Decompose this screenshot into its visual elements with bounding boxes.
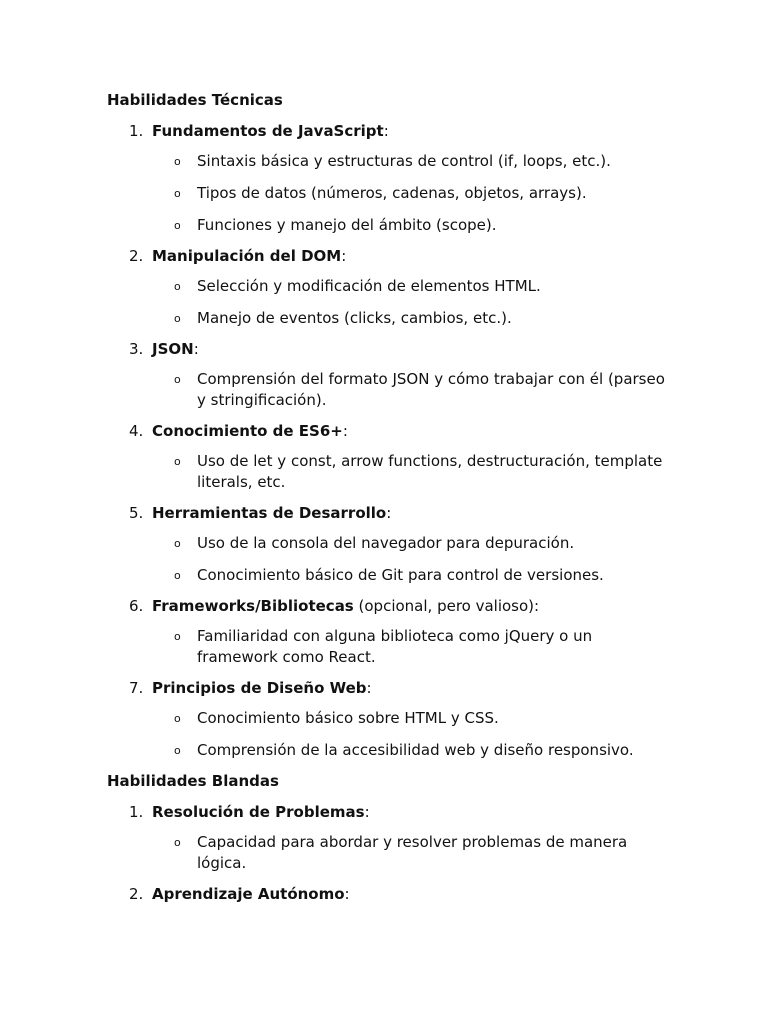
item-number: 4.	[129, 422, 144, 440]
list-item	[107, 245, 667, 329]
item-title: Frameworks/Bibliotecas	[152, 597, 354, 615]
sub-item-text: Tipos de datos (números, cadenas, objetos, arrays).	[197, 184, 587, 202]
item-number: 6.	[129, 597, 144, 615]
bullet-icon: o	[174, 155, 181, 168]
sub-item-text: Comprensión de la accesibilidad web y diseño responsivo.	[197, 741, 634, 759]
item-title: Fundamentos de JavaScript	[152, 122, 384, 140]
sub-list-item	[107, 151, 667, 172]
list-item	[107, 595, 667, 668]
sub-item-text: Conocimiento básico sobre HTML y CSS.	[197, 709, 499, 727]
sub-list-item	[107, 276, 667, 297]
sub-list-item	[107, 740, 667, 761]
item-title: Herramientas de Desarrollo	[152, 504, 387, 522]
sub-item-text: Sintaxis básica y estructuras de control (if, loops, etc.).	[197, 152, 611, 170]
sub-list-item	[107, 308, 667, 329]
item-title: Manipulación del DOM	[152, 247, 342, 265]
item-number: 3.	[129, 340, 144, 358]
item-number: 2.	[129, 885, 144, 903]
sub-list-item	[107, 533, 667, 554]
bullet-icon: o	[174, 630, 181, 643]
sub-list-item	[107, 832, 667, 874]
sub-list-item	[107, 369, 667, 411]
list-item	[107, 420, 667, 493]
item-title: Resolución de Problemas	[152, 803, 365, 821]
item-suffix: :	[193, 340, 199, 358]
item-number: 1.	[129, 803, 144, 821]
item-number: 2.	[129, 247, 144, 265]
sub-item-text: Familiaridad con alguna biblioteca como jQuery o un framework como React.	[197, 627, 593, 666]
sub-item-text: Selección y modificación de elementos HTML.	[197, 277, 541, 295]
section-title: Habilidades Técnicas	[107, 91, 283, 109]
item-number: 7.	[129, 679, 144, 697]
item-suffix: :	[366, 679, 372, 697]
section-soft-skills	[107, 770, 667, 905]
list-item	[107, 502, 667, 586]
item-title: Aprendizaje Autónomo	[152, 885, 345, 903]
list-item	[107, 338, 667, 411]
bullet-icon: o	[174, 219, 181, 232]
sub-list-item	[107, 183, 667, 204]
bullet-icon: o	[174, 455, 181, 468]
item-title: JSON	[152, 340, 194, 358]
item-title: Principios de Diseño Web	[152, 679, 367, 697]
bullet-icon: o	[174, 569, 181, 582]
sub-item-text: Uso de let y const, arrow functions, destructuración, template literals, etc.	[197, 452, 663, 491]
item-suffix: :	[344, 885, 350, 903]
section-title: Habilidades Blandas	[107, 772, 279, 790]
item-suffix: :	[386, 504, 392, 522]
sub-item-text: Capacidad para abordar y resolver problemas de manera lógica.	[197, 833, 628, 872]
sub-item-text: Uso de la consola del navegador para depuración.	[197, 534, 575, 552]
item-number: 5.	[129, 504, 144, 522]
list-item	[107, 120, 667, 236]
bullet-icon: o	[174, 712, 181, 725]
bullet-icon: o	[174, 187, 181, 200]
item-suffix: :	[364, 803, 370, 821]
bullet-icon: o	[174, 312, 181, 325]
sub-list-item	[107, 565, 667, 586]
bullet-icon: o	[174, 836, 181, 849]
sub-list-item	[107, 708, 667, 729]
section-technical-skills	[107, 89, 667, 761]
sub-list-item	[107, 451, 667, 493]
item-title: Conocimiento de ES6+	[152, 422, 343, 440]
list-item	[107, 677, 667, 761]
sub-item-text: Comprensión del formato JSON y cómo trabajar con él (parseo y stringificación).	[197, 370, 665, 409]
item-number: 1.	[129, 122, 144, 140]
item-suffix: (opcional, pero valioso):	[353, 597, 540, 615]
list-item	[107, 883, 667, 905]
sub-item-text: Manejo de eventos (clicks, cambios, etc.).	[197, 309, 512, 327]
bullet-icon: o	[174, 537, 181, 550]
sub-item-text: Conocimiento básico de Git para control de versiones.	[197, 566, 604, 584]
bullet-icon: o	[174, 373, 181, 386]
document-page	[107, 89, 667, 914]
list-item	[107, 801, 667, 874]
item-suffix: :	[383, 122, 389, 140]
bullet-icon: o	[174, 280, 181, 293]
sub-item-text: Funciones y manejo del ámbito (scope).	[197, 216, 497, 234]
item-suffix: :	[342, 422, 348, 440]
item-suffix: :	[341, 247, 347, 265]
sub-list-item	[107, 626, 667, 668]
sub-list-item	[107, 215, 667, 236]
bullet-icon: o	[174, 744, 181, 757]
